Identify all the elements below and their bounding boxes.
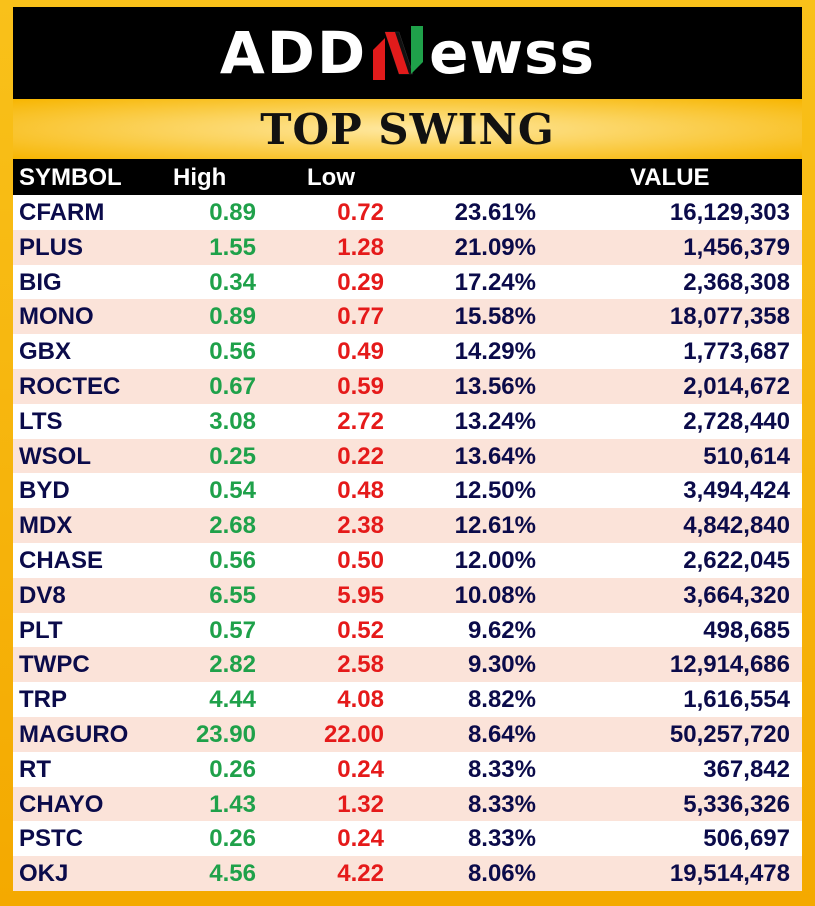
cell-change: 9.30% (467, 651, 536, 679)
table-row (13, 195, 802, 230)
cell-symbol: CHAYO (19, 790, 104, 818)
table-row (13, 334, 802, 369)
cell-low: 2.72 (337, 407, 384, 435)
cell-low: 0.24 (337, 825, 384, 853)
cell-change: 12.50% (454, 477, 536, 505)
table-row (13, 613, 802, 648)
cell-symbol: PLUS (19, 233, 84, 261)
cell-value: 3,664,320 (683, 581, 790, 609)
table-row (13, 787, 802, 822)
cell-high: 0.89 (209, 199, 256, 226)
cell-high: 3.08 (209, 407, 256, 435)
cell-value: 3,494,424 (683, 477, 790, 505)
cell-symbol: CHASE (19, 546, 104, 574)
cell-high: 0.25 (209, 442, 256, 470)
title-band (13, 99, 802, 159)
cell-value: 498,685 (703, 616, 790, 644)
table-row (13, 299, 802, 334)
cell-value: 16,129,303 (669, 199, 790, 226)
header-low: Low (307, 164, 355, 191)
table-row (13, 508, 802, 543)
cell-change: 8.33% (467, 825, 536, 853)
cell-change: 8.82% (467, 686, 536, 714)
cell-low: 0.72 (337, 199, 384, 226)
cell-high: 0.89 (209, 303, 256, 331)
cell-value: 1,456,379 (683, 233, 790, 261)
cell-change: 17.24% (454, 268, 536, 296)
cell-symbol: PLT (19, 616, 63, 644)
cell-change: 8.64% (467, 720, 536, 748)
cell-low: 1.28 (337, 233, 384, 261)
cell-value: 1,616,554 (683, 686, 790, 714)
table-row (13, 752, 802, 787)
cell-high: 2.82 (209, 651, 256, 679)
cell-high: 0.67 (209, 372, 256, 400)
cell-value: 510,614 (703, 442, 790, 470)
cell-symbol: MAGURO (19, 720, 129, 748)
cell-low: 0.59 (337, 372, 384, 400)
cell-low: 0.22 (337, 442, 384, 470)
table-row (13, 647, 802, 682)
cell-value: 50,257,720 (669, 720, 790, 748)
cell-symbol: CFARM (19, 199, 105, 226)
header-symbol: SYMBOL (19, 164, 122, 191)
table-row (13, 404, 802, 439)
cell-low: 2.38 (337, 512, 384, 540)
table-row (13, 369, 802, 404)
cell-value: 2,622,045 (683, 546, 790, 574)
table-row (13, 439, 802, 474)
cell-high: 0.26 (209, 755, 256, 783)
table-body (13, 195, 802, 891)
cell-high: 1.55 (209, 233, 256, 261)
cell-change: 9.62% (467, 616, 536, 644)
brand-logo (220, 19, 595, 87)
cell-symbol: MDX (19, 512, 73, 540)
cell-value: 367,842 (703, 755, 790, 783)
cell-change: 12.61% (454, 512, 536, 540)
cell-symbol: ROCTEC (19, 372, 121, 400)
table-header (13, 159, 802, 195)
cell-change: 13.64% (454, 442, 536, 470)
cell-low: 22.00 (323, 720, 384, 748)
logo-n-mark-icon (369, 22, 427, 84)
cell-value: 1,773,687 (683, 338, 790, 366)
cell-value: 19,514,478 (669, 860, 790, 888)
cell-value: 2,014,672 (683, 372, 790, 400)
cell-symbol: OKJ (19, 860, 69, 888)
cell-low: 0.48 (337, 477, 384, 505)
cell-symbol: TRP (19, 686, 67, 714)
table-row (13, 543, 802, 578)
cell-high: 1.43 (209, 790, 256, 818)
cell-change: 14.29% (454, 338, 536, 366)
table-row (13, 682, 802, 717)
table-row (13, 473, 802, 508)
cell-low: 0.24 (337, 755, 384, 783)
cell-low: 0.49 (337, 338, 384, 366)
cell-low: 0.52 (337, 616, 384, 644)
header-high: High (173, 164, 227, 191)
table-row (13, 856, 802, 891)
cell-change: 13.24% (454, 407, 536, 435)
logo-text-ewss: ewss (429, 19, 596, 87)
logo-banner (13, 7, 802, 99)
cell-high: 4.44 (209, 686, 256, 714)
cell-change: 21.09% (454, 233, 536, 261)
table-row (13, 578, 802, 613)
cell-high: 0.26 (209, 825, 256, 853)
cell-change: 13.56% (454, 372, 536, 400)
cell-low: 5.95 (337, 581, 384, 609)
swing-table (13, 159, 802, 891)
cell-high: 0.57 (209, 616, 256, 644)
cell-low: 1.32 (337, 790, 384, 818)
cell-low: 2.58 (337, 651, 384, 679)
cell-symbol: LTS (19, 407, 63, 435)
table-row (13, 230, 802, 265)
page-title: TOP SWING (260, 104, 555, 154)
cell-high: 0.56 (209, 546, 256, 574)
cell-symbol: PSTC (19, 825, 84, 853)
cell-high: 0.56 (209, 338, 256, 366)
cell-value: 506,697 (703, 825, 790, 853)
cell-symbol: GBX (19, 338, 72, 366)
cell-low: 0.50 (337, 546, 384, 574)
table-row (13, 821, 802, 856)
cell-change: 12.00% (454, 546, 536, 574)
cell-change: 15.58% (454, 303, 536, 331)
cell-high: 6.55 (209, 581, 256, 609)
cell-symbol: RT (19, 755, 51, 783)
cell-symbol: TWPC (19, 651, 90, 679)
cell-value: 18,077,358 (669, 303, 790, 331)
cell-low: 4.22 (337, 860, 384, 888)
cell-symbol: WSOL (19, 442, 91, 470)
cell-symbol: BIG (19, 268, 62, 296)
cell-value: 2,368,308 (683, 268, 790, 296)
cell-high: 0.54 (209, 477, 256, 505)
cell-low: 0.29 (337, 268, 384, 296)
header-value: VALUE (630, 164, 710, 191)
cell-value: 4,842,840 (683, 512, 790, 540)
cell-change: 8.33% (467, 790, 536, 818)
cell-low: 4.08 (337, 686, 384, 714)
cell-low: 0.77 (337, 303, 384, 331)
cell-value: 5,336,326 (683, 790, 790, 818)
cell-symbol: DV8 (19, 581, 66, 609)
logo-text-add: ADD (219, 19, 368, 87)
cell-high: 4.56 (209, 860, 256, 888)
cell-symbol: BYD (19, 477, 70, 505)
cell-value: 2,728,440 (683, 407, 790, 435)
table-row (13, 717, 802, 752)
cell-change: 8.06% (467, 860, 536, 888)
cell-high: 23.90 (195, 720, 256, 748)
cell-change: 8.33% (467, 755, 536, 783)
cell-high: 0.34 (209, 268, 256, 296)
cell-symbol: MONO (19, 303, 94, 331)
cell-change: 23.61% (454, 199, 536, 226)
table-row (13, 265, 802, 300)
cell-change: 10.08% (454, 581, 536, 609)
cell-value: 12,914,686 (669, 651, 790, 679)
cell-high: 2.68 (209, 512, 256, 540)
